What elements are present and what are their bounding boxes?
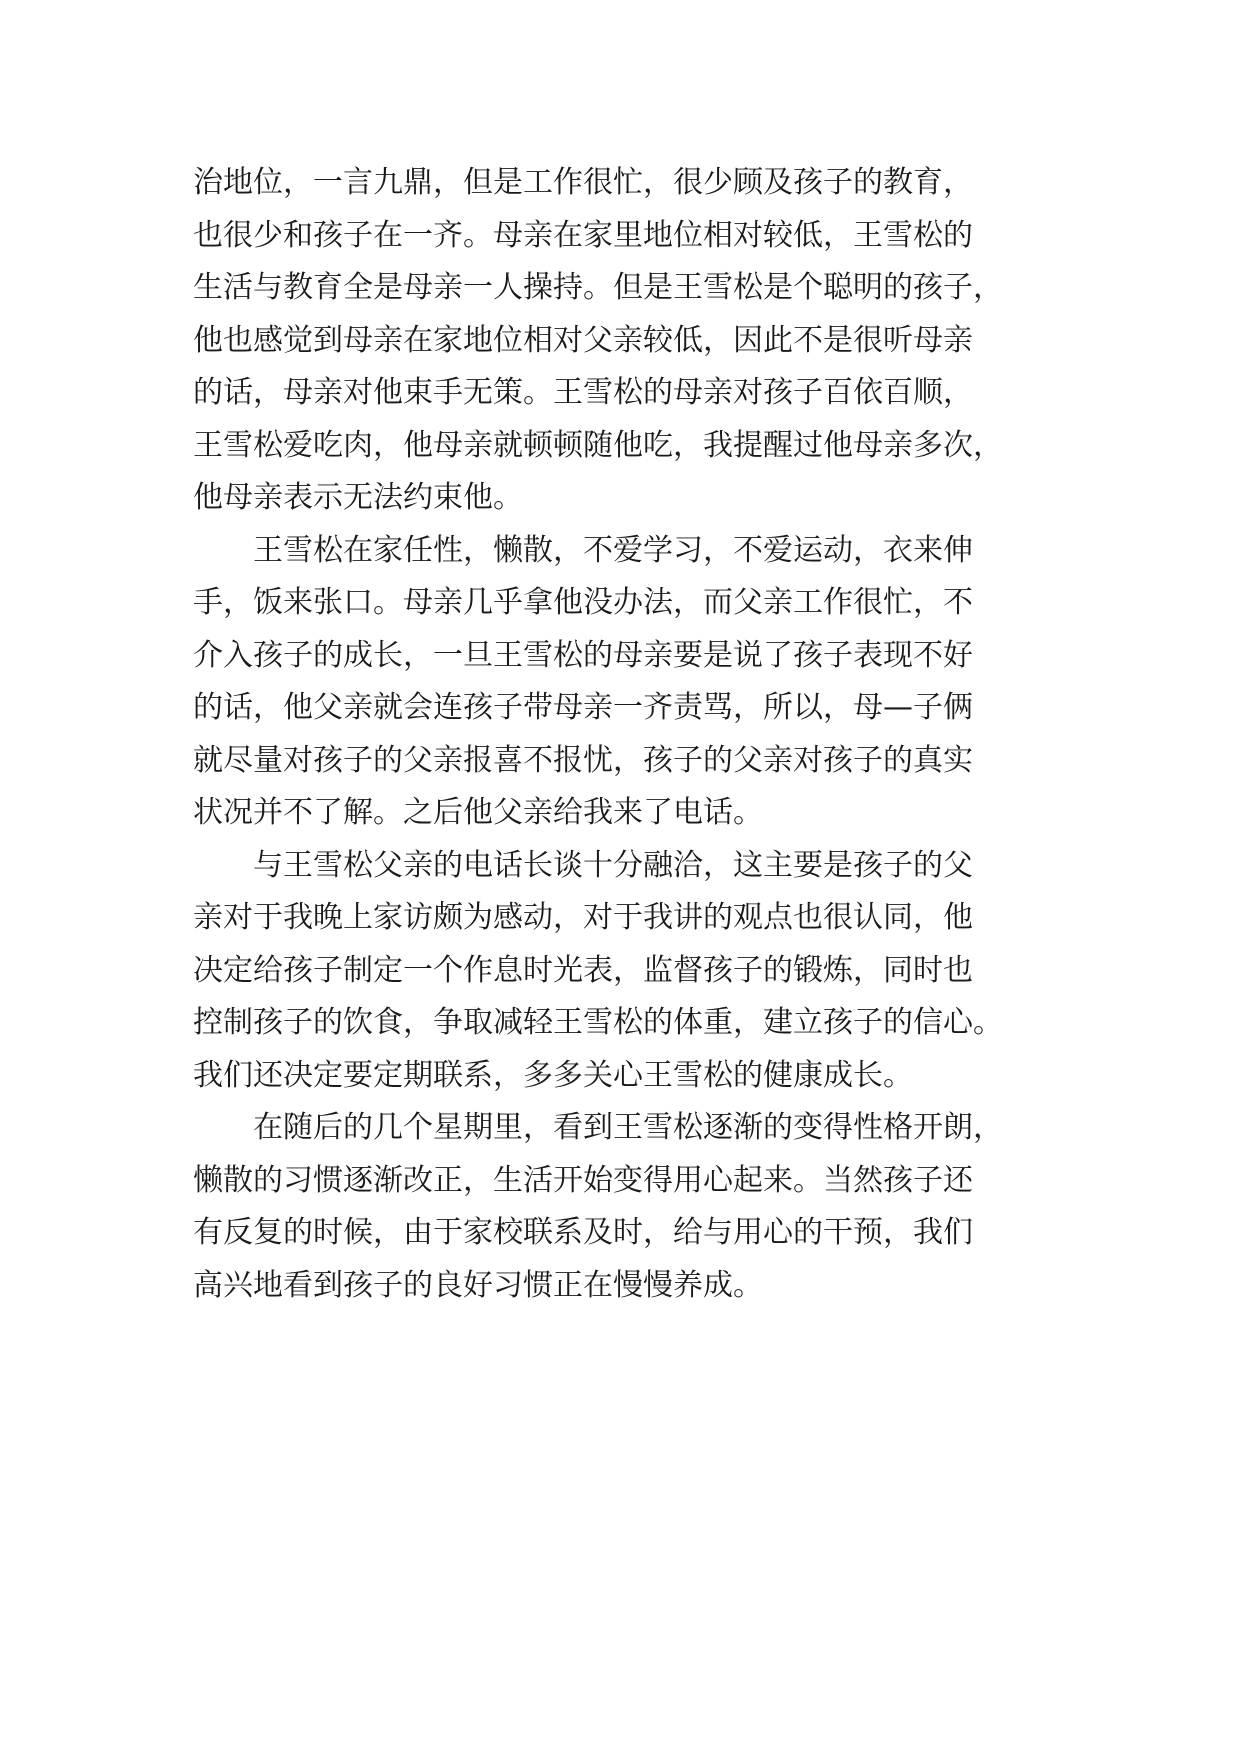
text-line: 生活与教育全是母亲一人操持。但是王雪松是个聪明的孩子， (193, 270, 1003, 305)
text-line: 王雪松爱吃肉，他母亲就顿顿随他吃，我提醒过他母亲多次， (193, 427, 1003, 463)
text-line: 控制孩子的饮食，争取减轻王雪松的体重，建立孩子的信心。 (193, 1005, 1003, 1040)
body-text (193, 157, 1093, 1312)
text-line: 我们还决定要定期联系，多多关心王雪松的健康成长。 (193, 1057, 913, 1093)
text-line: 状况并不了解。之后他父亲给我来了电话。 (193, 795, 763, 830)
text-line: 亲对于我晚上家访颇为感动，对于我讲的观点也很认同，他 (193, 900, 973, 935)
paragraph-4 (193, 1102, 1093, 1312)
text-line: 的话，母亲对他束手无策。王雪松的母亲对孩子百依百顺， (193, 375, 973, 410)
text-line: 在随后的几个星期里，看到王雪松逐渐的变得性格开朗， (193, 1110, 1003, 1145)
text-line: 高兴地看到孩子的良好习惯正在慢慢养成。 (193, 1267, 763, 1303)
text-line: 懒散的习惯逐渐改正，生活开始变得用心起来。当然孩子还 (193, 1162, 973, 1198)
paragraph-1 (193, 157, 1093, 525)
text-line: 也很少和孩子在一齐。母亲在家里地位相对较低，王雪松的 (193, 217, 973, 253)
text-line: 手，饭来张口。母亲几乎拿他没办法，而父亲工作很忙，不 (193, 585, 973, 620)
text-line: 王雪松在家任性，懒散，不爱学习，不爱运动，衣来伸 (193, 532, 973, 568)
text-line: 就尽量对孩子的父亲报喜不报忧，孩子的父亲对孩子的真实 (193, 742, 973, 778)
text-line: 的话，他父亲就会连孩子带母亲一齐责骂，所以，母—子俩 (193, 690, 973, 725)
text-line: 他母亲表示无法约束他。 (193, 480, 523, 515)
text-line: 他也感觉到母亲在家地位相对父亲较低，因此不是很听母亲 (193, 322, 973, 358)
paragraph-2 (193, 525, 1093, 840)
text-line: 与王雪松父亲的电话长谈十分融洽，这主要是孩子的父 (193, 847, 973, 883)
text-line: 介入孩子的成长，一旦王雪松的母亲要是说了孩子表现不好 (193, 637, 973, 673)
paragraph-3 (193, 840, 1093, 1103)
text-line: 治地位，一言九鼎，但是工作很忙，很少顾及孩子的教育， (193, 165, 973, 200)
text-line: 有反复的时候，由于家校联系及时，给与用心的干预，我们 (193, 1215, 973, 1250)
text-line: 决定给孩子制定一个作息时光表，监督孩子的锻炼，同时也 (193, 952, 973, 988)
